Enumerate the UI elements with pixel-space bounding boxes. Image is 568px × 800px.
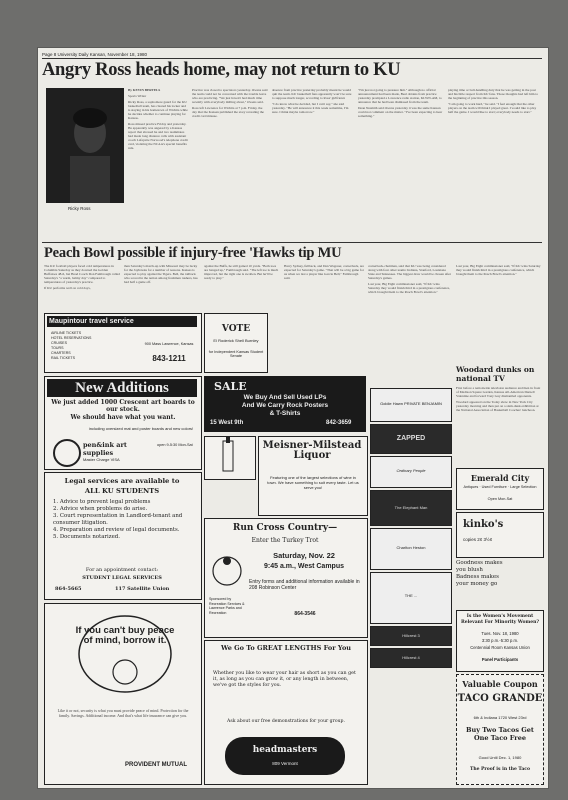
- forum-time: 3:30 p.m.-5:30 p.m.: [481, 638, 519, 643]
- runcross-entry: Entry forms and additional information available in 208 Robinson Center: [249, 579, 360, 591]
- ad-small-illustration: [204, 436, 256, 480]
- photo-caption: Ricky Ross: [68, 206, 91, 211]
- peace-body: Like it or not, security is what you must provide peace of mind. Protection for the family. Savings. Additional income. And that's what life insurance can give you.: [57, 708, 189, 718]
- sale-title: SALE: [214, 380, 247, 393]
- theater-ad: [370, 388, 452, 422]
- story1-col4-p2: Dean Nesmith said Owens yesterday it was the same Kansan could not comment on the matter. "I've been expecting to hear something.": [358, 106, 443, 118]
- runcross-subtitle: Enter the Turkey Trot: [251, 537, 319, 544]
- goodness-line: Badness makes: [456, 574, 499, 580]
- legal-item-text: Documents notarized.: [59, 534, 120, 540]
- pen-ink-cards: Master Charge VISA: [83, 457, 120, 462]
- newspaper-page: [38, 48, 548, 788]
- runcross-time: 9:45 a.m., West Campus: [263, 563, 344, 570]
- story1-col2: [192, 88, 268, 238]
- kinkos-name: kinko's: [463, 519, 504, 530]
- legal-item: 5. Documents notarized.: [53, 534, 120, 540]
- taco-expires: Good Until Dec. 1, 1980: [478, 755, 522, 760]
- runcross-date: Saturday, Nov. 22: [273, 551, 335, 560]
- story1-col2-p1: Practice was closed to spectators yesterday. Owens said the team could not be concerned with the trouble leave who are practicing. "We just haven't had much time recently with everybody milling about," Owens said.: [192, 88, 268, 104]
- story2-col4: [284, 264, 364, 308]
- story2-col2-p1: then Saturday's match-up with Missouri may be lucky for the Jayhawks for a number of reasons. Kansas is expected to play against the Tigers. Bell, the tailback who scored in the nation among freshmen rushers, has had half a game off.: [124, 264, 198, 284]
- sale-line2: And We Carry Rock Posters: [241, 402, 329, 409]
- vote-name: El Roderick Shell Burnley: [213, 338, 259, 343]
- service-item: HOTEL RESERVATIONS: [51, 336, 92, 340]
- headline-ross: Angry Ross heads home, may not return to KU: [42, 60, 401, 80]
- theater-ad-title: The Elephant Man: [394, 505, 428, 510]
- story1-col4-p1: "I'm just not going to pressure him." Although no official announcement had been made, Beal obtains from practice yesterday prompted a Lawrence radio station, KLWN-AM, to announce that he had been dismissed from the team.: [358, 88, 442, 104]
- legal-office: STUDENT LEGAL SERVICES: [82, 575, 162, 581]
- forum-panel-title: Panel Participants: [481, 657, 519, 662]
- runcross-phone: 864-3546: [294, 611, 316, 617]
- ad-headmasters: [204, 640, 368, 785]
- ad-run-cross-country: [204, 518, 368, 638]
- ad-women-forum: [456, 610, 544, 672]
- runcross-title: Run Cross Country—: [232, 523, 338, 533]
- new-additions-line3: including oversized mat and poster boards and new colors!: [88, 426, 194, 431]
- headline-peach-bowl: Peach Bowl possible if injury-free 'Hawks tip MU: [44, 245, 342, 261]
- story1-col3: [272, 88, 354, 238]
- woodard-p1: First before a nationwide television audience and then in front of Madison Square Garden, Kansas All-American Darnell Valentine and forward Tony Guy dismantled opponents.: [456, 386, 541, 398]
- story2-col5-p2: Last year, Big Eight commissioner said, "If KU wins Saturday they would finish third in a prestigious conference, which brought them to the Peach Bowl's attention.": [368, 282, 451, 294]
- story1-col5-p2: "I am going to work hard," he said. "I feel enough that the other players on the team will think I played great. I would like to play half the game. I would like to start; everybody needs to start.": [448, 102, 537, 114]
- forum-question: Is the Women's Movement Relevant For Minority Women?: [460, 614, 540, 625]
- story1-col1-p2: Ross missed practice Friday and yesterday. He apparently was angered by a Kansas report that showed he and two teammates had made long distance calls with assistant coach Lafayette Norwood's telephone credit card, violating the NCAA's special benefits rule.: [128, 122, 188, 150]
- meisner-body: Featuring one of the largest selections of wine in town. We have something to suit every taste. Let us serve you!: [267, 475, 359, 490]
- forum-place: Centennial Room Kansas Union: [470, 645, 530, 650]
- theater-ad-title: THE ...: [404, 593, 418, 598]
- emerald-tagline: Antiques · Used Furniture · Large Selection: [463, 485, 537, 489]
- maupintour-phone: 843-1211: [152, 354, 186, 363]
- legal-item-text: Preparation and review of legal documents.: [59, 527, 180, 533]
- story2-col4-p1: Harry Sydney, fullback, and Dan Wagoner, cornerback, are expected for Saturday's game. "That will be a big game for us when we last a player like Garcia Bell," Fambrough said.: [284, 264, 364, 280]
- ad-new-additions: [44, 376, 202, 470]
- headmasters-logo: [225, 737, 345, 775]
- story2-col1-p1: The KU football players faced cold temperatures in Columbia Saturday as they downed the Golden Buffaloes 48-6, but Head Coach Don Fambrough called Saturday's "a warm, balmy day" compared to temperatures of yesterday's practice.: [44, 264, 120, 284]
- service-item: CHARTERS: [51, 351, 71, 355]
- service-item: RAIL TICKETS: [51, 356, 75, 360]
- theater-ad: [370, 490, 452, 526]
- provident-company: PROVIDENT MUTUAL: [125, 762, 187, 768]
- turkey-icon: [209, 551, 245, 591]
- theater-ad: [370, 626, 452, 646]
- runcross-sponsor: Sponsored by Recreation Services & Lawrence Parks and Recreation: [209, 597, 245, 615]
- theater-ad: [370, 572, 452, 624]
- maupintour-services: [51, 331, 121, 361]
- running-head: Page 8 University Daily Kansan, November 18, 1980: [42, 52, 148, 57]
- story1-col1-p1: Ricky Ross, a sophomore guard for the KU basketball team, has cleared his locker and is staying in his hometown of Wichita while he decides whether to continue playing for Kansas.: [128, 100, 188, 120]
- headmasters-cta: Ask about our free demonstrations for your group.: [227, 719, 345, 724]
- pen-ink-hours: open 9-5:30 Mon-Sat: [157, 443, 193, 447]
- ad-kinkos: [456, 512, 544, 558]
- goodness-line: Goodness makes: [456, 560, 503, 566]
- legal-item-text: Court representation in Landlord-tenant and consumer litigation.: [53, 513, 183, 526]
- story2-right-text: Last year, Big Eight commissioner said, "If KU wins Saturday they would finish third in a prestigious conference, which brought them to the Peach Bowl's attention.": [456, 264, 541, 276]
- ad-meisner-milstead: [258, 436, 368, 516]
- theater-ad-title: Hillcrest 4: [402, 655, 420, 660]
- theater-ad: [370, 648, 452, 668]
- woodard-story: [456, 386, 542, 466]
- ross-portrait-image: [46, 88, 124, 203]
- vote-line: for Independent Kansas Student Senate: [208, 350, 264, 358]
- ad-provident-mutual: [44, 603, 202, 785]
- legal-title: Legal services are available to: [64, 477, 180, 485]
- sale-address: 15 West 9th: [210, 420, 244, 426]
- taco-address: 6th & Indiana 1720 West 23rd: [473, 715, 527, 720]
- ross-photo: [46, 88, 124, 203]
- byline: By KEVIN BERTELS: [128, 88, 161, 92]
- mid-rule: [42, 242, 542, 243]
- goodness-line: your money go: [456, 581, 498, 587]
- theater-ad-title: ZAPPED: [396, 435, 426, 442]
- story1-col3-p1: absence from practice yesterday probably meant he would quit the team. KU basketball fans apparently won't be sure to suppose much longer, according to Ross' girlfriend.: [272, 88, 352, 100]
- sale-phone: 842-3659: [326, 420, 352, 426]
- headmasters-address: 809 Vermont: [272, 761, 298, 766]
- ad-vote: [204, 313, 268, 373]
- theater-ad-title: Ordinary People: [396, 468, 426, 473]
- ad-sale-records: [204, 376, 366, 432]
- story1-col1: [128, 88, 188, 238]
- headmasters-title: We Go To GREAT LENGTHS For You: [220, 644, 352, 652]
- ad-legal-services: [44, 472, 202, 600]
- theater-listings: [370, 388, 452, 783]
- legal-item: 3. Court representation in Landlord-tenant and consumer litigation.: [53, 513, 183, 526]
- headmasters-body: Whether you like to wear your hair as short as you can get it, as long as you can grow it, or any length in between, we've got the styles for you.: [213, 671, 356, 688]
- service-item: AIRLINE TICKETS: [51, 331, 82, 335]
- theater-ad-title: Charlton Heston: [396, 545, 426, 550]
- legal-appointment: For an appointment contact:: [85, 567, 159, 573]
- new-additions-line2: We should have what you want.: [70, 414, 176, 421]
- story1-col4: [358, 88, 444, 238]
- story2-col2: [124, 264, 200, 308]
- story2-col5: [368, 264, 452, 384]
- meisner-name: Meisner-Milstead Liquor: [262, 440, 362, 461]
- top-rule: [42, 58, 542, 59]
- emerald-hours: Open Mon-Sat: [487, 497, 513, 501]
- sale-line3: & T-Shirts: [269, 410, 301, 417]
- legal-item: 2. Advice when problems do arise.: [53, 506, 148, 512]
- kinkos-price: copies 2¢ 3½¢: [463, 537, 493, 542]
- legal-subtitle: ALL KU STUDENTS: [84, 487, 160, 495]
- legal-item-text: Advice when problems do arise.: [59, 506, 148, 512]
- cartoon-character-icon: [75, 610, 175, 700]
- ad-maupintour: [44, 313, 202, 373]
- service-item: TOURS: [51, 346, 64, 350]
- legal-item-text: Advice to prevent legal problems: [59, 499, 151, 505]
- maupintour-address: 900 Mass Lawrence, Kansas: [144, 342, 194, 346]
- maupintour-name: Maupintour travel service: [47, 316, 197, 327]
- story1-col5: [448, 88, 540, 238]
- service-item: CRUISES: [51, 341, 67, 345]
- emerald-name: Emerald City: [470, 473, 530, 483]
- taco-brand: TACO GRANDE: [457, 693, 543, 704]
- goodness-line: you blush: [456, 567, 483, 573]
- theater-ad: [370, 456, 452, 488]
- sale-line1: We Buy And Sell Used LPs: [243, 394, 327, 401]
- legal-item: 1. Advice to prevent legal problems: [53, 499, 151, 505]
- story2-col5-p1: cornerback-chairman, said that KU was being considered along with four other teams: Indiana, Stanford, Louisiana State and Tennessee. The biggest draw would be chosen after Saturday's games.: [368, 264, 452, 280]
- story2-col3: [204, 264, 280, 308]
- theater-ad-title: Goldie Hawn PRIVATE BENJAMIN: [380, 401, 442, 406]
- story1-col5-p1: playing time or ball-handling duty that he was getting in the post and his little respect from KU fans. Those thoughts had left him to the beginning of practice this season.: [448, 88, 539, 100]
- woodard-p2: Woodard appeared on the Today show in New York City yesterday morning and then put on a slam-dunk exhibition at the National Association of Basketball Coaches' luncheon.: [456, 400, 539, 412]
- story1-col3-p2: "I do know what he decided, but I can't say," she said yesterday. "He will announce it this week sometime, I'm sure. I think maybe tomorrow.": [272, 102, 349, 114]
- taco-slogan: The Proof is in the Taco: [469, 767, 531, 772]
- theater-ad: [370, 424, 452, 454]
- legal-list: [53, 499, 195, 541]
- headmasters-name: headmasters: [252, 745, 318, 755]
- legal-address: 117 Satellite Union: [115, 586, 170, 592]
- taco-deal: Buy Two Tacos Get One Taco Free: [466, 726, 534, 742]
- vote-title: VOTE: [221, 324, 251, 334]
- ad-taco-grande-coupon: [456, 674, 544, 785]
- legal-item: 4. Preparation and review of legal documents.: [53, 527, 180, 533]
- story2-col3-p1: against the Buffs, he still gained 10 yards. "Both toes are banged up," Fambrough said. "The left toe is much improved, but the right one is swollen. But he'll be ready to play.": [204, 264, 279, 280]
- new-additions-title: New Additions: [47, 379, 197, 397]
- new-additions-line1: We just added 1000 Crescent art boards to our stock.: [51, 399, 195, 413]
- forum-date: Tues. Nov. 18, 1980: [481, 631, 519, 636]
- peace-headline: If you can't buy peace of mind, borrow it.: [75, 625, 175, 646]
- ad-emerald-city: [456, 468, 544, 510]
- taco-title: Valuable Coupon: [462, 679, 538, 689]
- goodness-text: [456, 560, 542, 608]
- bottle-icon: [205, 437, 251, 475]
- story2-col1: [44, 264, 120, 308]
- story1-col2-p2: Ross left Lawrence for Wichita at 7 p.m. Friday, the day that the Kansan published the story revealing the credit card misuse.: [192, 106, 264, 118]
- legal-phone: 864-5665: [55, 586, 82, 592]
- byline-role: Sports Writer: [128, 94, 147, 98]
- pen-ink-logo-icon: [53, 439, 81, 467]
- story2-col1-p2: If KU performs well on cold days,: [44, 286, 91, 290]
- theater-ad: [370, 528, 452, 570]
- woodard-headline: Woodard dunks on national TV: [456, 365, 535, 383]
- pen-ink-brand: pen&ink art supplies: [83, 441, 127, 457]
- theater-ad-title: Hillcrest 3: [402, 633, 420, 638]
